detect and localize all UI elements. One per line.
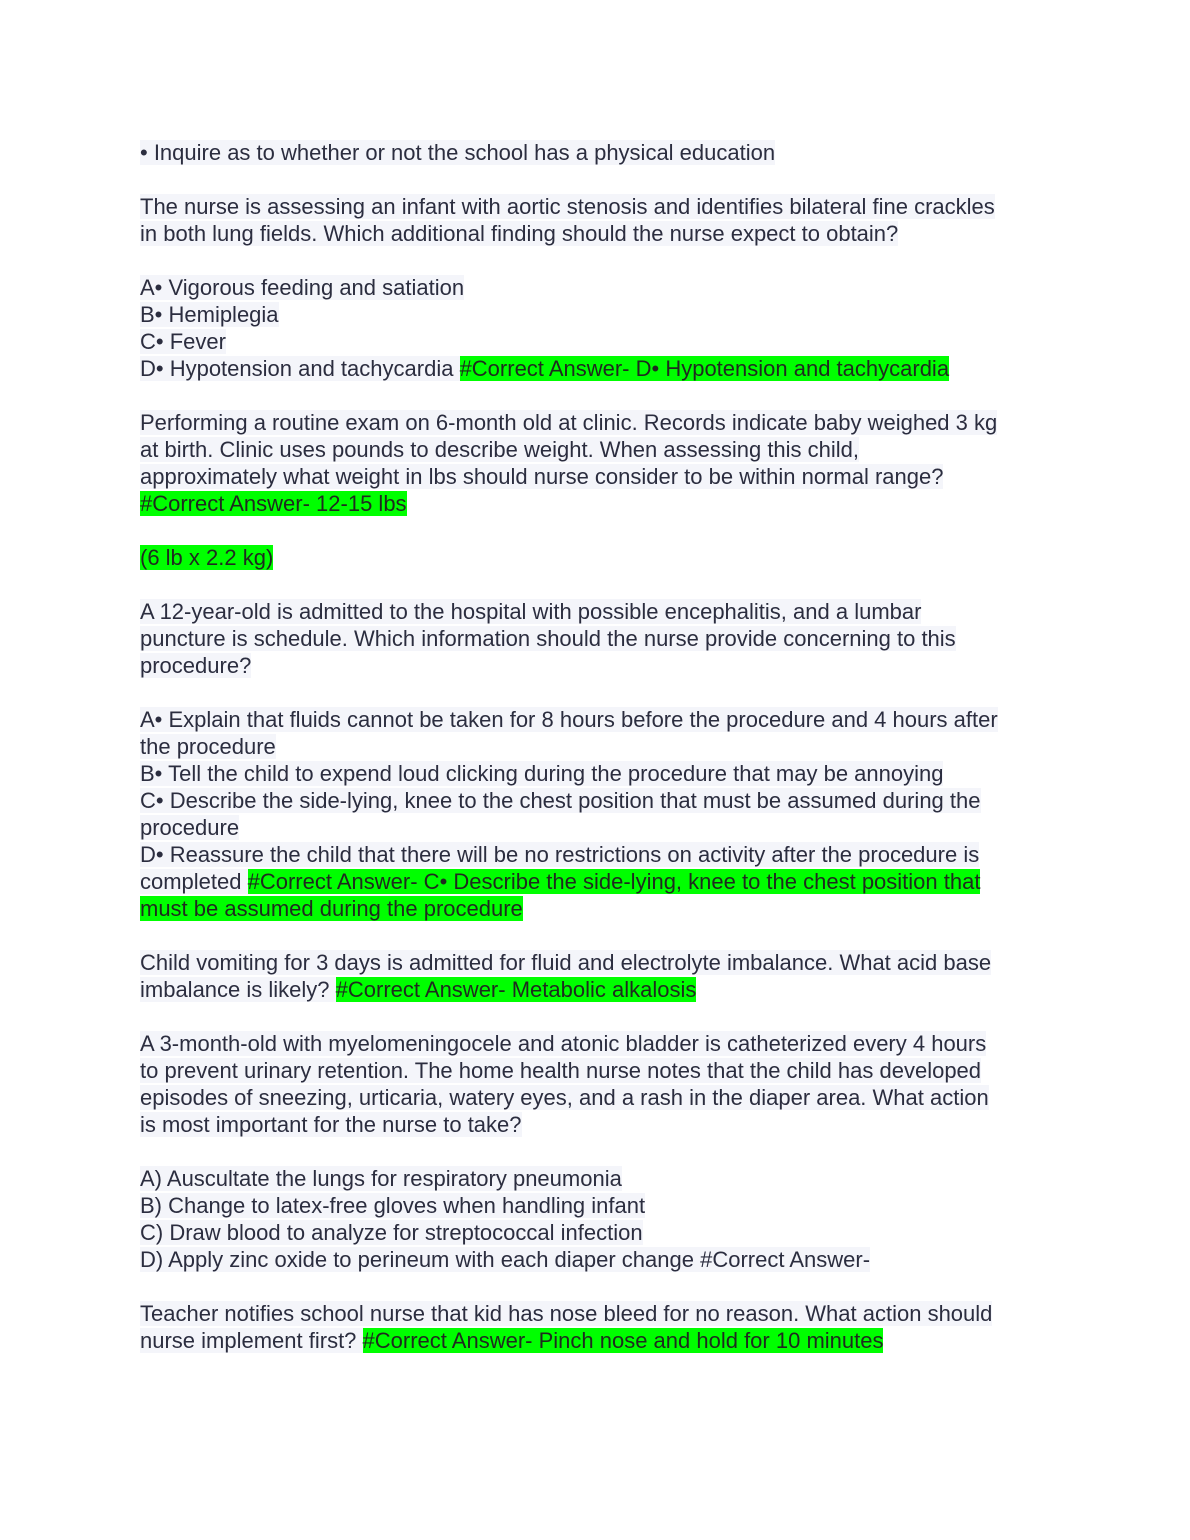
text-line: [140, 220, 1130, 247]
paragraph: [140, 949, 1130, 1003]
text-segment: C) Draw blood to analyze for streptococcal infection: [140, 1220, 643, 1245]
text-segment: B• Tell the child to expend loud clicking during the procedure that may be annoying: [140, 761, 944, 786]
correct-answer-highlight: #Correct Answer- 12-15 lbs: [140, 491, 407, 516]
text-line: [140, 1165, 1130, 1192]
text-line: [140, 733, 1130, 760]
paragraph: [140, 1030, 1130, 1138]
paragraph: [140, 274, 1130, 382]
text-line: [140, 841, 1130, 868]
paragraph: [140, 706, 1130, 922]
text-line: [140, 976, 1130, 1003]
text-segment: at birth. Clinic uses pounds to describe weight. When assessing this child,: [140, 437, 860, 462]
correct-answer-highlight: #Correct Answer- Pinch nose and hold for 10 minutes: [362, 1328, 884, 1353]
text-line: [140, 301, 1130, 328]
correct-answer-highlight: #Correct Answer- Metabolic alkalosis: [335, 977, 697, 1002]
text-segment: • Inquire as to whether or not the school has a physical education: [140, 140, 776, 165]
text-line: [140, 1327, 1130, 1354]
paragraph: [140, 544, 1130, 571]
text-segment: A 3-month-old with myelomeningocele and atonic bladder is catheterized every 4 hours: [140, 1031, 987, 1056]
text-line: [140, 1057, 1130, 1084]
text-line: [140, 139, 1130, 166]
text-line: [140, 814, 1130, 841]
text-line: [140, 409, 1130, 436]
text-segment: Teacher notifies school nurse that kid has nose bleed for no reason. What action should: [140, 1301, 993, 1326]
text-segment: A 12-year-old is admitted to the hospital with possible encephalitis, and a lumbar: [140, 599, 922, 624]
text-segment: C• Fever: [140, 329, 226, 354]
correct-answer-highlight: #Correct Answer- C• Describe the side-lying, knee to the chest position that: [247, 869, 981, 894]
text-segment: the procedure: [140, 734, 276, 759]
text-segment: completed: [140, 869, 248, 894]
text-line: [140, 463, 1130, 490]
text-line: [140, 544, 1130, 571]
text-segment: The nurse is assessing an infant with aortic stenosis and identifies bilateral fine crackles: [140, 194, 995, 219]
text-line: [140, 1246, 1130, 1273]
text-line: [140, 1030, 1130, 1057]
text-segment: D) Apply zinc oxide to perineum with each diaper change #Correct Answer-: [140, 1247, 871, 1272]
text-line: [140, 328, 1130, 355]
text-segment: A• Vigorous feeding and satiation: [140, 275, 465, 300]
text-segment: nurse implement first?: [140, 1328, 363, 1353]
text-segment: Child vomiting for 3 days is admitted for fluid and electrolyte imbalance. What acid base: [140, 950, 992, 975]
text-segment: B) Change to latex-free gloves when handling infant: [140, 1193, 646, 1218]
text-line: [140, 355, 1130, 382]
text-line: [140, 1111, 1130, 1138]
text-segment: to prevent urinary retention. The home health nurse notes that the child has developed: [140, 1058, 982, 1083]
text-line: [140, 652, 1130, 679]
text-segment: episodes of sneezing, urticaria, watery eyes, and a rash in the diaper area. What action: [140, 1085, 989, 1110]
correct-answer-highlight: must be assumed during the procedure: [140, 896, 523, 921]
text-line: [140, 1084, 1130, 1111]
text-line: [140, 625, 1130, 652]
paragraph: [140, 598, 1130, 679]
text-segment: procedure?: [140, 653, 252, 678]
text-line: [140, 436, 1130, 463]
text-line: [140, 1192, 1130, 1219]
text-segment: procedure: [140, 815, 240, 840]
text-segment: Performing a routine exam on 6-month old at clinic. Records indicate baby weighed 3 kg: [140, 410, 998, 435]
text-segment: puncture is schedule. Which information should the nurse provide concerning to this: [140, 626, 956, 651]
paragraph: [140, 409, 1130, 517]
text-segment: D• Reassure the child that there will be no restrictions on activity after the procedure is: [140, 842, 980, 867]
text-segment: D• Hypotension and tachycardia: [140, 356, 460, 381]
text-line: [140, 868, 1130, 895]
text-line: [140, 1300, 1130, 1327]
text-line: [140, 949, 1130, 976]
text-segment: B• Hemiplegia: [140, 302, 279, 327]
paragraph: [140, 193, 1130, 247]
text-line: [140, 274, 1130, 301]
paragraph: [140, 1165, 1130, 1273]
text-line: [140, 760, 1130, 787]
correct-answer-highlight: #Correct Answer- D• Hypotension and tachycardia: [459, 356, 950, 381]
text-segment: imbalance is likely?: [140, 977, 336, 1002]
text-line: [140, 787, 1130, 814]
text-line: [140, 706, 1130, 733]
paragraph: [140, 139, 1130, 166]
text-line: [140, 193, 1130, 220]
text-segment: in both lung fields. Which additional finding should the nurse expect to obtain?: [140, 221, 899, 246]
text-segment: approximately what weight in lbs should nurse consider to be within normal range?: [140, 464, 944, 489]
text-segment: is most important for the nurse to take?: [140, 1112, 522, 1137]
text-segment: A) Auscultate the lungs for respiratory pneumonia: [140, 1166, 622, 1191]
text-line: [140, 895, 1130, 922]
paragraph: [140, 1300, 1130, 1354]
text-segment: A• Explain that fluids cannot be taken for 8 hours before the procedure and 4 hours after: [140, 707, 998, 732]
correct-answer-highlight: (6 lb x 2.2 kg): [140, 545, 274, 570]
text-line: [140, 490, 1130, 517]
text-line: [140, 598, 1130, 625]
text-segment: C• Describe the side-lying, knee to the chest position that must be assumed during the: [140, 788, 981, 813]
text-line: [140, 1219, 1130, 1246]
